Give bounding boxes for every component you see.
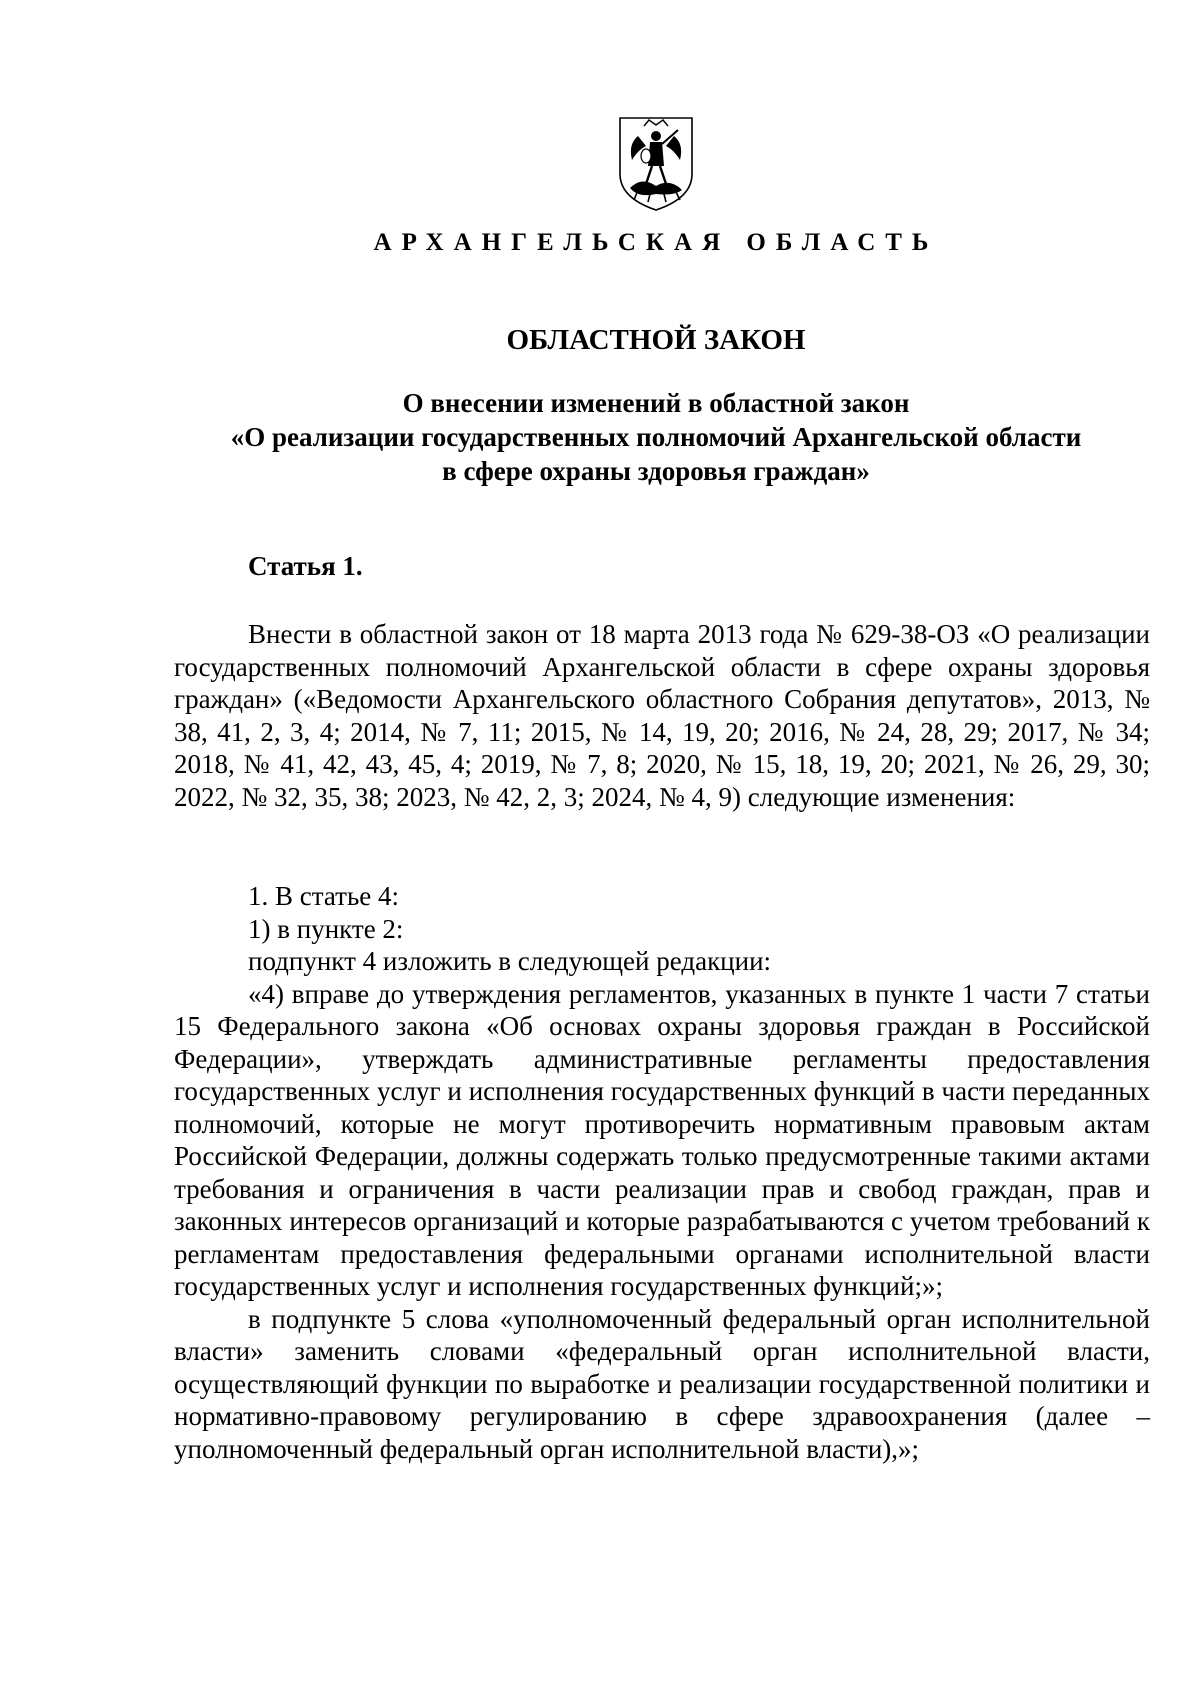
- item-1: 1. В статье 4:: [248, 881, 400, 911]
- coat-of-arms-icon: [616, 114, 696, 214]
- law-title: [150, 386, 1162, 488]
- region-name: АРХАНГЕЛЬСКАЯ ОБЛАСТЬ: [373, 229, 939, 256]
- article-amendments-block: [174, 880, 1150, 1465]
- law-title-line-2: «О реализации государственных полномочий Архангельской области: [230, 422, 1082, 452]
- law-type: ОБЛАСТНОЙ ЗАКОН: [506, 324, 806, 356]
- law-title-line-3: в сфере охраны здоровья граждан»: [442, 456, 870, 486]
- sub-item-1-text: подпункт 4 изложить в следующей редакции:: [248, 946, 772, 976]
- article-intro-block: [174, 618, 1150, 813]
- article-heading: Статья 1.: [248, 551, 363, 581]
- subparagraph-4-text: «4) вправе до утверждения регламентов, указанных в пункте 1 части 7 статьи 15 Федерального закона «Об основах охраны здоровья граждан в Российской Федерации», утверждать административные регламенты предоставления государственных услуг и исполнения государственных функций в части переданных полномочий, которые не могут противоречить нормативным правовым актам Российской Федерации, должны содержать только предусмотренные такими актами требования и ограничения в части реализации прав и свобод граждан, прав и законных интересов организаций и которые разрабатываются с учетом требований к регламентам предоставления федеральными органами исполнительной власти государственных услуг и исполнения государственных функций;»;: [174, 978, 1150, 1301]
- article-intro: Внести в областной закон от 18 марта 2013 года № 629-38-ОЗ «О реализации государственных полномочий Архангельской области в сфере охраны здоровья граждан» («Ведомости Архангельского областного Собрания депутатов», 2013, № 38, 41, 2, 3, 4; 2014, № 7, 11; 2015, № 14, 19, 20; 2016, № 24, 28, 29; 2017, № 34; 2018, № 41, 42, 43, 45, 4; 2019, № 7, 8; 2020, № 15, 18, 19, 20; 2021, № 26, 29, 30; 2022, № 32, 35, 38; 2023, № 42, 2, 3; 2024, № 4, 9) следующие изменения:: [174, 619, 1150, 812]
- sub-item-1: 1) в пункте 2:: [248, 913, 404, 944]
- law-title-line-1: О внесении изменений в областной закон: [402, 388, 910, 418]
- subparagraph-5-text: в подпункте 5 слова «уполномоченный федеральный орган исполнительной власти» заменить словами «федеральный орган исполнительной власти, осуществляющий функции по выработке и реализации государственной политики и нормативно-правовому регулированию в сфере здравоохранения (далее – уполномоченный федеральный орган исполнительной власти),»;: [174, 1303, 1150, 1464]
